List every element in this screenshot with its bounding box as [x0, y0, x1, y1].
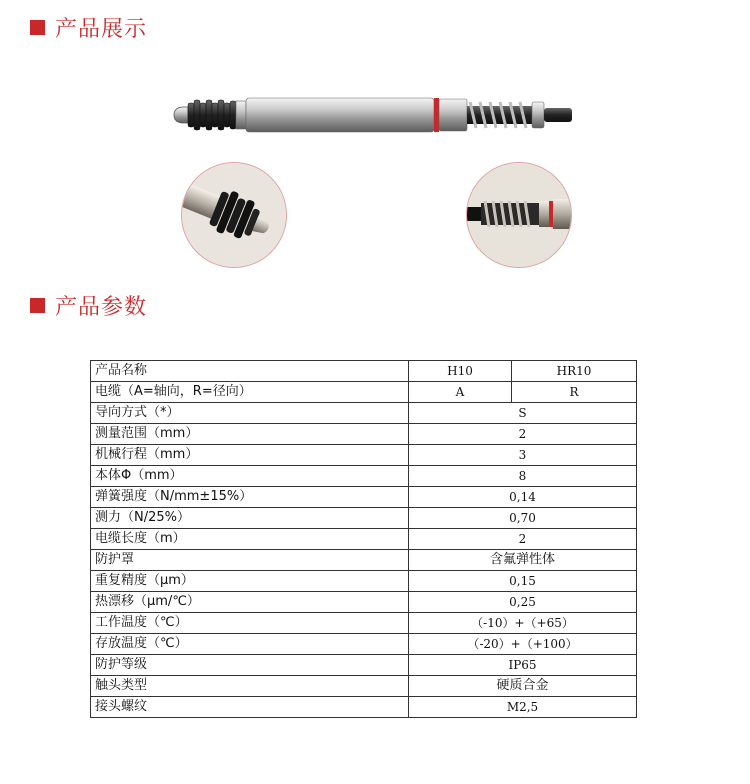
model-hr10-cell: HR10 — [512, 361, 637, 382]
table-row — [91, 529, 637, 550]
row-value: 含氟弹性体 — [409, 550, 637, 571]
row-label: 存放温度（℃） — [91, 634, 409, 655]
section-header-params — [30, 290, 147, 321]
header-square-icon — [30, 298, 45, 313]
table-row — [91, 424, 637, 445]
table-row — [91, 613, 637, 634]
row-label: 导向方式（*） — [91, 403, 409, 424]
row-value: 0,25 — [409, 592, 637, 613]
table-row — [91, 634, 637, 655]
row-value: M2,5 — [409, 697, 637, 718]
cable-h10-cell: A — [409, 382, 512, 403]
table-row — [91, 508, 637, 529]
row-label: 触头类型 — [91, 676, 409, 697]
product-params-table — [90, 360, 637, 718]
row-label: 本体Φ（mm） — [91, 466, 409, 487]
table-row — [91, 466, 637, 487]
table-row — [91, 445, 637, 466]
row-value: （-10）+（+65） — [409, 613, 637, 634]
row-value: 0,15 — [409, 571, 637, 592]
row-label: 测力（N/25%） — [91, 508, 409, 529]
spring-closeup-image — [466, 162, 572, 268]
probe-sensor-image — [170, 92, 575, 138]
row-value: 3 — [409, 445, 637, 466]
row-value: 0,70 — [409, 508, 637, 529]
row-label: 电缆长度（m） — [91, 529, 409, 550]
row-label: 测量范围（mm） — [91, 424, 409, 445]
row-label: 电缆（A=轴向，R=径向） — [91, 382, 409, 403]
row-label: 防护等级 — [91, 655, 409, 676]
bellows-closeup-image — [181, 162, 287, 268]
row-label: 机械行程（mm） — [91, 445, 409, 466]
section-header-display — [30, 12, 147, 43]
row-label: 接头螺纹 — [91, 697, 409, 718]
row-label: 重复精度（μm） — [91, 571, 409, 592]
section-title-display: 产品展示 — [55, 17, 148, 42]
table-row — [91, 697, 637, 718]
header-square-icon — [30, 20, 45, 35]
model-h10-cell: H10 — [409, 361, 512, 382]
row-label: 产品名称 — [91, 361, 409, 382]
table-row — [91, 361, 637, 382]
row-label: 防护罩 — [91, 550, 409, 571]
row-label: 工作温度（℃） — [91, 613, 409, 634]
table-row — [91, 676, 637, 697]
row-value: 0,14 — [409, 487, 637, 508]
row-value: 2 — [409, 424, 637, 445]
table-row — [91, 487, 637, 508]
row-value: 硬质合金 — [409, 676, 637, 697]
row-value: 8 — [409, 466, 637, 487]
row-value: （-20）+（+100） — [409, 634, 637, 655]
table-row — [91, 403, 637, 424]
row-value: IP65 — [409, 655, 637, 676]
row-value: 2 — [409, 529, 637, 550]
row-label: 热漂移（μm/℃） — [91, 592, 409, 613]
row-label: 弹簧强度（N/mm±15%） — [91, 487, 409, 508]
table-row — [91, 655, 637, 676]
row-value: S — [409, 403, 637, 424]
table-row — [91, 550, 637, 571]
table-row — [91, 382, 637, 403]
section-title-params: 产品参数 — [55, 295, 148, 320]
cable-hr10-cell: R — [512, 382, 637, 403]
table-row — [91, 571, 637, 592]
table-row — [91, 592, 637, 613]
